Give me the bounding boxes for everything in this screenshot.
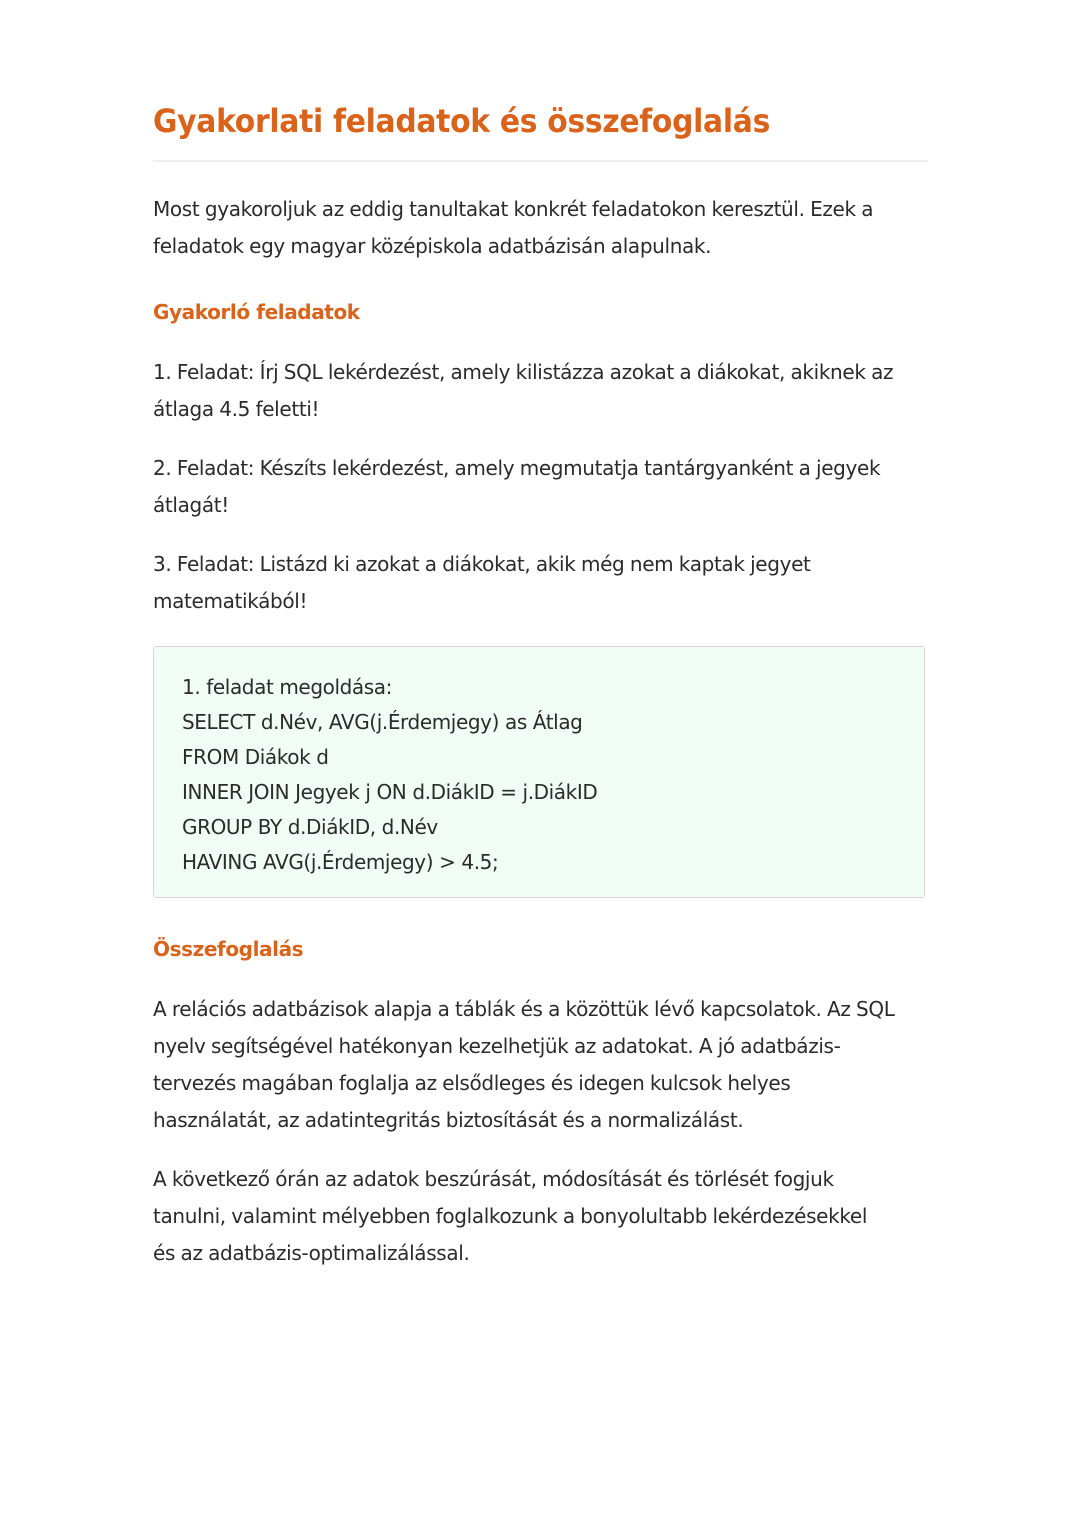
summary-paragraph-2: [153, 1161, 933, 1272]
code-line-label: 1. feladat megoldása:: [182, 675, 392, 699]
task-3: [153, 546, 933, 620]
summary-line: használatát, az adatintegritás biztosítását és a normalizálást.: [153, 1108, 744, 1132]
intro-paragraph: [153, 191, 933, 265]
task-line: átlagát!: [153, 493, 229, 517]
summary-line: tervezés magában foglalja az elsődleges és idegen kulcsok helyes: [153, 1071, 791, 1095]
solution-code-box: [153, 646, 925, 898]
task-line: 2. Feladat: Készíts lekérdezést, amely megmutatja tantárgyanként a jegyek: [153, 456, 881, 480]
summary-line: A következő órán az adatok beszúrását, módosítását és törlését fogjuk: [153, 1167, 834, 1191]
practice-heading: Gyakorló feladatok: [153, 300, 360, 324]
code-line-select: SELECT d.Név, AVG(j.Érdemjegy) as Átlag: [182, 710, 583, 734]
summary-line: tanulni, valamint mélyebben foglalkozunk a bonyolultabb lekérdezésekkel: [153, 1204, 868, 1228]
task-line: átlaga 4.5 feletti!: [153, 397, 320, 421]
code-line-group-by: GROUP BY d.DiákID, d.Név: [182, 815, 438, 839]
title-divider: [153, 160, 928, 162]
summary-line: és az adatbázis-optimalizálással.: [153, 1241, 470, 1265]
solution-code-lines: [182, 670, 597, 880]
intro-line: feladatok egy magyar középiskola adatbázisán alapulnak.: [153, 234, 712, 258]
task-2: [153, 450, 933, 524]
code-line-having: HAVING AVG(j.Érdemjegy) > 4.5;: [182, 850, 499, 874]
page-title: Gyakorlati feladatok és összefoglalás: [153, 102, 771, 140]
task-line: 1. Feladat: Írj SQL lekérdezést, amely kilistázza azokat a diákokat, akiknek az: [153, 360, 894, 384]
intro-line: Most gyakoroljuk az eddig tanultakat konkrét feladatokon keresztül. Ezek a: [153, 197, 874, 221]
summary-paragraph-1: [153, 991, 933, 1139]
summary-line: A relációs adatbázisok alapja a táblák és a közöttük lévő kapcsolatok. Az SQL: [153, 997, 895, 1021]
code-line-from: FROM Diákok d: [182, 745, 329, 769]
summary-heading: Összefoglalás: [153, 937, 304, 961]
code-line-join: INNER JOIN Jegyek j ON d.DiákID = j.DiákID: [182, 780, 598, 804]
summary-line: nyelv segítségével hatékonyan kezelhetjük az adatokat. A jó adatbázis-: [153, 1034, 841, 1058]
task-1: [153, 354, 933, 428]
task-line: 3. Feladat: Listázd ki azokat a diákokat, akik még nem kaptak jegyet: [153, 552, 811, 576]
task-line: matematikából!: [153, 589, 308, 613]
